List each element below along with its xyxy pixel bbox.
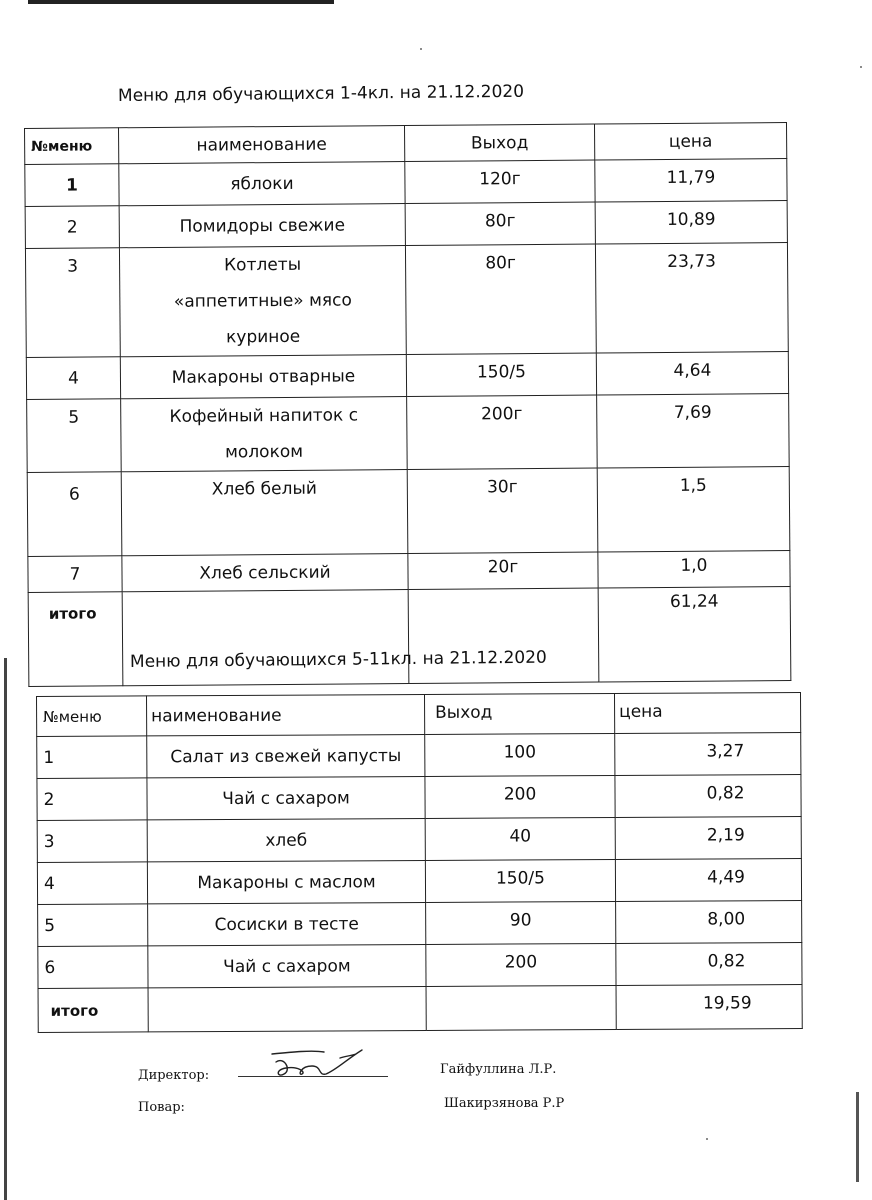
table-row [38, 900, 802, 946]
row-out: 150/5 [425, 859, 615, 902]
row-num: 1 [25, 164, 119, 207]
row-out: 200 [426, 943, 616, 986]
table-header-row [25, 123, 787, 165]
scan-speck [706, 1138, 708, 1140]
scan-edge-mark [28, 0, 334, 4]
row-name: Кофейный напиток с молоком [121, 397, 408, 472]
row-num: 6 [38, 946, 148, 989]
table-row [25, 201, 787, 249]
row-name: Макароны отварные [120, 355, 406, 399]
table-row [37, 816, 801, 862]
scan-edge-mark [856, 1092, 859, 1182]
row-price: 2,19 [615, 816, 801, 859]
total-row [38, 984, 802, 1032]
row-out: 200г [407, 395, 598, 469]
menu2-table [36, 692, 803, 1033]
table-row [38, 942, 802, 988]
row-out: 30г [407, 468, 598, 553]
row-num: 4 [26, 357, 120, 400]
scan-speck [420, 48, 422, 50]
row-name: Помидоры свежие [119, 204, 405, 248]
cook-name: Шакирзянова Р.Р [444, 1096, 565, 1111]
total-value: 61,24 [598, 586, 791, 682]
menu1-table [24, 122, 791, 687]
row-name: Макароны с маслом [147, 860, 425, 903]
row-price: 23,73 [595, 243, 788, 354]
table-row [37, 858, 801, 904]
row-price: 3,27 [615, 732, 801, 775]
table-header-row [37, 692, 801, 736]
row-name: Котлеты «аппетитные» мясо куриное [119, 246, 406, 357]
row-name: Чай с сахаром [148, 944, 426, 987]
menu1-title: Меню для обучающихся 1-4кл. на 21.12.2020 [117, 81, 525, 106]
scan-speck [860, 66, 862, 68]
header-num: №меню [25, 128, 119, 165]
row-out: 20г [408, 552, 598, 589]
row-out: 100 [425, 733, 615, 776]
row-num: 5 [38, 904, 148, 947]
table-row [25, 159, 787, 207]
table-row [26, 352, 788, 400]
header-price: цена [594, 123, 786, 161]
row-price: 4,64 [596, 352, 788, 396]
scan-edge-mark [4, 658, 7, 1200]
row-num: 5 [27, 399, 122, 473]
row-name: Сосиски в тесте [148, 902, 426, 945]
total-value: 19,59 [616, 984, 802, 1029]
row-name: Салат из свежей капусты [147, 734, 425, 777]
row-num: 6 [27, 472, 122, 557]
row-name: Хлеб сельский [122, 553, 408, 591]
row-price: 1,5 [597, 467, 790, 553]
row-name: Хлеб белый [121, 470, 408, 556]
row-out: 90 [426, 901, 616, 944]
row-num: 3 [25, 248, 120, 358]
row-price: 8,00 [616, 900, 802, 943]
row-price: 0,82 [616, 942, 802, 985]
row-price: 4,49 [615, 858, 801, 901]
director-name: Гайфуллина Л.Р. [440, 1062, 557, 1077]
row-num: 1 [37, 736, 147, 779]
header-name: наименование [119, 126, 405, 164]
table-row [37, 774, 801, 820]
director-label: Директор: [138, 1068, 210, 1083]
table-row [27, 467, 790, 557]
row-num: 3 [37, 820, 147, 863]
header-price: цена [614, 692, 800, 733]
row-out: 200 [425, 775, 615, 818]
row-name: яблоки [119, 162, 405, 206]
header-out: Выход [424, 693, 614, 734]
total-label: итого [38, 988, 148, 1033]
table-row [25, 243, 788, 358]
row-out: 80г [405, 202, 595, 245]
row-price: 1,0 [598, 550, 790, 588]
director-signature [262, 1044, 372, 1084]
row-price: 11,79 [595, 159, 787, 203]
row-price: 0,82 [615, 774, 801, 817]
menu2-title: Меню для обучающихся 5-11кл. на 21.12.2020 [129, 647, 547, 672]
total-empty [408, 588, 599, 683]
row-out: 80г [405, 244, 596, 354]
row-out: 40 [425, 817, 615, 860]
total-empty [148, 986, 426, 1031]
row-name: Чай с сахаром [147, 776, 425, 819]
cook-label: Повар: [138, 1100, 185, 1115]
total-label: итого [28, 592, 123, 687]
total-empty [426, 985, 616, 1030]
row-price: 7,69 [597, 394, 790, 469]
header-out: Выход [404, 124, 594, 161]
table-row [37, 732, 801, 778]
header-name: наименование [147, 694, 425, 735]
row-out: 150/5 [406, 353, 596, 396]
table-row [28, 550, 790, 592]
row-num: 2 [25, 206, 119, 249]
row-name: хлеб [147, 818, 425, 861]
header-num: №меню [37, 696, 147, 737]
row-num: 2 [37, 778, 147, 821]
table-row [27, 394, 790, 473]
row-price: 10,89 [595, 201, 787, 245]
row-out: 120г [405, 160, 595, 203]
row-num: 4 [37, 862, 147, 905]
row-num: 7 [28, 556, 122, 593]
